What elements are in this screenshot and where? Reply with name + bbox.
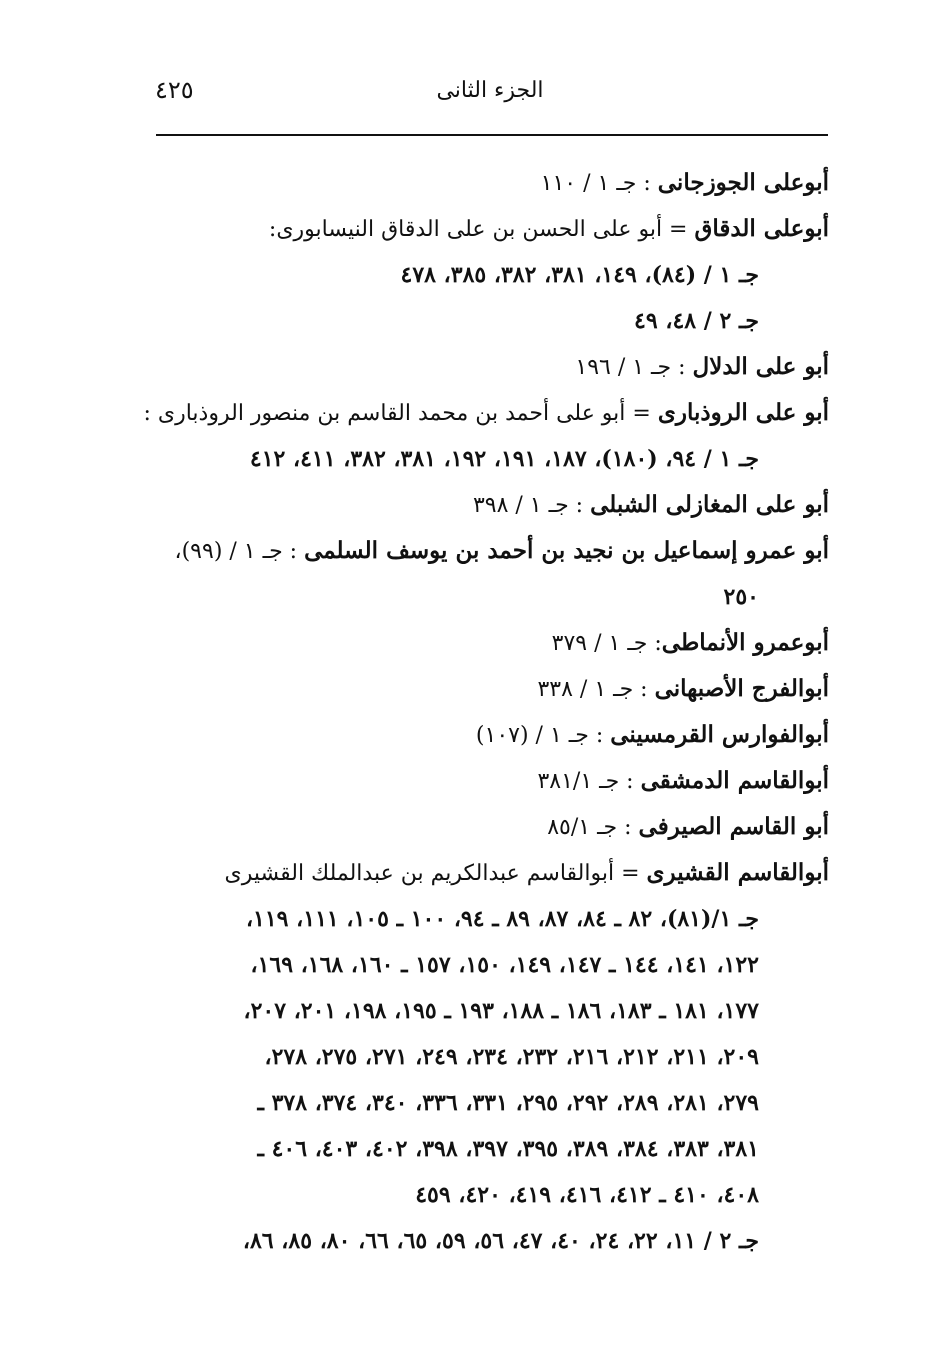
index-references-line [129,1080,829,1126]
entry-text: = أبو على الحسن بن على الدقاق النيسابورى: [268,217,695,242]
entry-text: : جـ ٨٥/١ [547,815,639,840]
entry-text: : جـ ١ / ١١٠ [540,171,658,196]
entry-name: أبو عمرو إسماعيل بن نجيد بن أحمد بن يوسف السلمى [304,537,829,564]
index-references-line [129,1034,829,1080]
entry-name: أبوالقاسم الدمشقى [640,767,829,794]
page-references: ٢٧٩، ٢٨١، ٢٨٩، ٢٩٢، ٢٩٥، ٣٣١، ٣٣٦، ٣٤٠، ٣٧٤، ٣٧٨ ـ [257,1090,759,1116]
page-references: ٣٨١، ٣٨٣، ٣٨٤، ٣٨٩، ٣٩٥، ٣٩٧، ٣٩٨، ٤٠٢، ٤٠٣، ٤٠٦ ـ [257,1136,759,1162]
index-entry [129,620,829,666]
header-rule [156,134,828,136]
index-entry [129,160,829,206]
page-references: جـ ١ / (٨٤)، ١٤٩، ٣٨١، ٣٨٢، ٣٨٥، ٤٧٨ [400,262,759,288]
index-references-line [129,436,829,482]
page-references: ١٢٢، ١٤١، ١٤٤ ـ ١٤٧، ١٤٩، ١٥٠، ١٥٧ ـ ١٦٠، ١٦٨، ١٦٩، [250,952,759,978]
page-number: ٤٢٥ [155,76,194,104]
page-references: ٢٠٩، ٢١١، ٢١٢، ٢١٦، ٢٣٢، ٢٣٤، ٢٤٩، ٢٧١، ٢٧٥، ٢٧٨، [264,1044,759,1070]
page-references: ٢٥٠ [723,584,759,610]
entry-name: أبوالقاسم القشيرى [646,859,829,886]
index-entry [129,528,829,574]
index-entry [129,666,829,712]
running-title: الجزء الثانى [436,78,544,103]
entry-name: أبوعلى الدقاق [694,215,829,242]
index-references-line [129,1218,829,1264]
index-references-line [129,1126,829,1172]
entry-text: : جـ ١ / (١٠٧) [475,723,611,748]
index-references-line [129,942,829,988]
entry-text: : جـ ١ / ١٩٦ [575,355,693,380]
index-entry [129,344,829,390]
entry-name: أبوعمرو الأنماطى [661,629,829,656]
entry-name: أبوالفرج الأصبهانى [654,675,829,702]
page-header [150,72,830,112]
entry-name: أبو القاسم الصيرفى [638,813,829,840]
index-entry [129,206,829,252]
entry-name: أبوعلى الجوزجانى [657,169,829,196]
entry-name: أبوالفوارس القرمسينى [610,721,829,748]
page-references: ٤٠٨، ٤١٠ ـ ٤١٢، ٤١٦، ٤١٩، ٤٢٠، ٤٥٩ [415,1182,759,1208]
entry-name: أبو على الروذبارى [657,399,829,426]
entry-text: : جـ ٣٨١/١ [537,769,641,794]
page-references: جـ ٢ / ١١، ٢٢، ٢٤، ٤٠، ٤٧، ٥٦، ٥٩، ٦٥، ٦٦، ٨٠، ٨٥، ٨٦، [242,1228,759,1254]
index-entry [129,850,829,896]
index-references-line [129,574,829,620]
index-entry [129,804,829,850]
entry-name: أبو على الدلال [692,353,829,380]
entry-text: = أبوالقاسم عبدالكريم بن عبدالملك القشيرى [224,861,647,886]
entry-text: = أبو على أحمد بن محمد القاسم بن منصور الروذبارى : [143,401,658,426]
index-references-line [129,1172,829,1218]
index-entry [129,482,829,528]
page-references: جـ ٢ / ٤٨، ٤٩ [634,308,759,334]
index-entry [129,390,829,436]
index-entry [129,712,829,758]
index-references-line [129,298,829,344]
page-references: ١٧٧، ١٨١ ـ ١٨٣، ١٨٦ ـ ١٨٨، ١٩٣ ـ ١٩٥، ١٩٨، ٢٠١، ٢٠٧، [243,998,759,1024]
index-references-line [129,252,829,298]
entry-text: : جـ ١ / (٩٩)، [174,539,305,564]
index-references-line [129,896,829,942]
page-references: جـ ١ / ٩٤، (١٨٠)، ١٨٧، ١٩١، ١٩٢، ٣٨١، ٣٨٢، ٤١١، ٤١٢ [249,446,759,472]
entry-text: : جـ ١ / ٣٩٨ [472,493,591,518]
index-references-line [129,988,829,1034]
page-references: جـ ١/(٨١)، ٨٢ ـ ٨٤، ٨٧، ٨٩ ـ ٩٤، ١٠٠ ـ ١٠٥، ١١١، ١١٩، [245,906,759,932]
index-entry [129,758,829,804]
entry-text: : جـ ١ / ٣٧٩ [551,631,662,656]
entry-name: أبو على المغازلى الشبلى [590,491,829,518]
index-entries [129,160,829,1264]
entry-text: : جـ ١ / ٣٣٨ [537,677,655,702]
